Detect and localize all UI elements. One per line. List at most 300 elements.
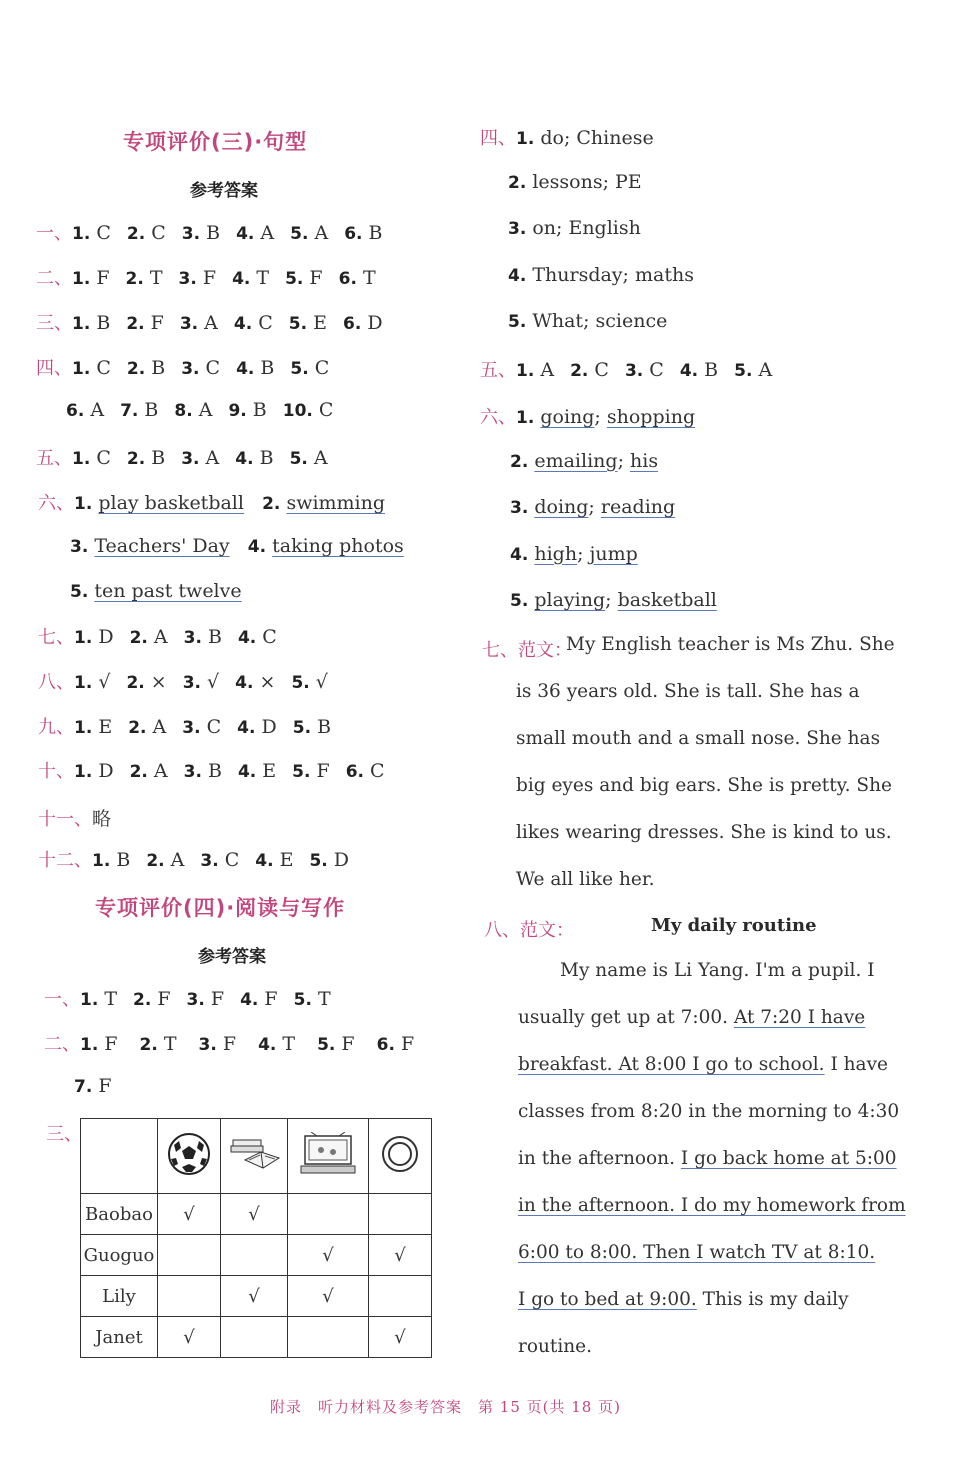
answer-item (126, 267, 163, 289)
answer-item (127, 447, 165, 469)
item-number: 2. (139, 1035, 158, 1055)
answer-row-eleven: 十一、略 (38, 808, 112, 830)
item-number: 1. (74, 762, 93, 782)
answer-item (181, 447, 219, 469)
check-cell: √ (158, 1317, 221, 1358)
item-answer: B (201, 626, 222, 648)
answer-row: 5. playing; basketball (510, 589, 717, 611)
item-number: 3. (510, 498, 529, 518)
item-number: 5. (292, 762, 311, 782)
item-number: 4. (258, 1035, 277, 1055)
item-answer: B (698, 359, 719, 381)
section-number: 六、 (480, 407, 516, 428)
answer-item (140, 1033, 177, 1055)
answer-item (120, 399, 158, 421)
item-answer: B (246, 399, 267, 421)
item-number: 1. (72, 449, 91, 469)
item-answer: C (252, 312, 273, 334)
answer-item (291, 671, 327, 693)
answer-item (146, 849, 184, 871)
item-number: 4. (235, 449, 254, 469)
table-header-row (81, 1119, 432, 1194)
item-number: 4. (255, 851, 274, 871)
answer-item (344, 222, 382, 244)
essay-line: We all like her. (516, 869, 655, 890)
item-number: 5. (293, 990, 312, 1010)
item-answer: T (157, 1033, 177, 1055)
essay-line-6: in the afternoon. I do my homework from (518, 1195, 906, 1216)
item-answer: T (98, 988, 118, 1010)
item-number: 2. (126, 224, 146, 244)
item-answer: T (311, 988, 331, 1010)
answer-item (290, 222, 328, 244)
section-number: 二、 (44, 1034, 80, 1055)
essay-line-9: routine. (518, 1336, 592, 1357)
item-answer: C (90, 357, 111, 379)
answer-item (72, 312, 110, 334)
item-number: 2. (570, 361, 589, 381)
answers-label-2: 参考答案 (198, 947, 266, 967)
student-name: Janet (81, 1317, 158, 1358)
essay-line: My English teacher is Ms Zhu. She (566, 634, 895, 655)
item-answer: F (216, 1033, 237, 1055)
answer-row-six-b: 3. Teachers' Day 4. taking photos (70, 535, 404, 557)
answer-item (258, 1033, 295, 1055)
section-number: 五、 (36, 448, 72, 469)
item-answer: F (98, 1033, 118, 1055)
essay-line-4: classes from 8:20 in the morning to 4:30 (518, 1101, 900, 1122)
item-answer: C (90, 222, 111, 244)
item-number: 5. (508, 312, 527, 332)
item-answer: F (394, 1033, 415, 1055)
item-number: 6. (376, 1035, 395, 1055)
check-cell (369, 1194, 432, 1235)
item-answer: C (312, 399, 334, 421)
item-answer: B (145, 357, 166, 379)
answer-item (72, 267, 110, 289)
item-number: 4. (237, 628, 257, 648)
answer-row (36, 264, 392, 290)
item-number: 4. (508, 265, 527, 286)
item-number: 1. (74, 628, 93, 648)
answer-item (133, 988, 171, 1010)
item-answer: reading (600, 496, 676, 518)
item-answer: C (90, 447, 111, 469)
item-number: 3. (183, 628, 202, 648)
item-answer: playing (534, 589, 606, 611)
item-number: 4. (510, 544, 529, 565)
answer-item (317, 1033, 355, 1055)
item-number: 1. (72, 359, 91, 379)
item-number: 5. (289, 449, 308, 469)
item-answer: C (218, 849, 240, 871)
section-number: 十二、 (38, 850, 92, 871)
item-answer: A (199, 447, 220, 469)
books-icon (221, 1119, 288, 1194)
item-answer: What; science (526, 310, 668, 332)
answer-item (234, 312, 273, 334)
item-answer: high (534, 542, 578, 565)
item-number: 3. (624, 361, 644, 381)
answer-item (80, 988, 117, 1010)
item-number: 5. (317, 1035, 336, 1055)
item-number: 3. (186, 990, 205, 1010)
item-answer: × (144, 671, 167, 693)
answer-item (187, 988, 225, 1010)
table-row (81, 1194, 432, 1235)
item-number: 4. (240, 990, 259, 1010)
answer-item (182, 222, 220, 244)
item-number: 2. (508, 172, 527, 193)
item-answer: A (146, 716, 167, 738)
answer-item (570, 359, 609, 381)
item-answer: A (192, 399, 213, 421)
answer-item (74, 1075, 112, 1097)
answer-item (181, 357, 220, 379)
answer-item (734, 359, 772, 381)
check-cell (221, 1235, 288, 1276)
item-number: 6. (338, 269, 357, 289)
item-answer: × (253, 671, 276, 693)
item-number: 3. (181, 359, 200, 379)
item-answer: E (307, 312, 327, 334)
answer-row (36, 354, 345, 380)
item-number: 2. (129, 762, 148, 782)
answer-item (200, 849, 239, 871)
answer-item (174, 399, 212, 421)
ring-icon (369, 1119, 432, 1194)
answer-item (130, 626, 168, 648)
item-answer: D (255, 716, 277, 738)
section-number: 九、 (38, 717, 74, 738)
item-number: 2. (128, 718, 147, 738)
activity-table (80, 1118, 432, 1358)
item-answer: D (92, 626, 114, 648)
football-icon (158, 1119, 221, 1194)
answer-row: 六、1. going; shopping (480, 406, 696, 428)
item-number: 3. (178, 269, 197, 289)
essay-line-3: breakfast. At 8:00 I go to school. I have (518, 1054, 888, 1075)
item-answer: Thursday; maths (526, 263, 694, 286)
answer-item (238, 760, 276, 782)
answer-item (228, 399, 266, 421)
check-cell: √ (221, 1194, 288, 1235)
essay-line-2: usually get up at 7:00. At 7:20 I have (518, 1007, 866, 1028)
item-answer: C (200, 716, 222, 738)
item-answer: C (308, 357, 330, 379)
answer-item (180, 312, 218, 334)
table-row (81, 1317, 432, 1358)
section-number: 一、 (44, 989, 80, 1010)
answers-label: 参考答案 (190, 181, 258, 201)
item-answer: E (273, 849, 294, 871)
answer-item (236, 357, 274, 379)
answer-item (74, 626, 114, 648)
item-answer: C (199, 357, 221, 379)
item-answer: √ (201, 671, 220, 693)
answer-item (237, 716, 277, 738)
section-number: 四、 (480, 128, 516, 149)
table-body (81, 1194, 432, 1358)
answer-item (72, 447, 111, 469)
item-number: 4. (237, 718, 256, 738)
answer-item (283, 399, 334, 421)
essay-title: My daily routine (651, 915, 817, 936)
item-number: 4. (232, 269, 251, 289)
answer-item (74, 760, 114, 782)
answer-item (183, 671, 219, 693)
answer-row (480, 356, 788, 382)
item-number: 5. (734, 361, 753, 381)
answer-row (38, 757, 401, 783)
item-answer: F (144, 312, 164, 334)
answer-item (339, 267, 376, 289)
item-number: 1. (80, 1035, 99, 1055)
item-number: 1. (80, 990, 99, 1010)
item-answer: D (361, 312, 383, 334)
item-number: 2. (126, 359, 146, 379)
item-answer: F (196, 267, 217, 289)
item-number: 3. (182, 673, 202, 693)
item-number: 3. (200, 851, 219, 871)
eight-label: 八、范文： (484, 920, 574, 941)
item-number: 6. (344, 224, 363, 244)
item-number: 1. (92, 851, 111, 871)
section-number: 十、 (38, 761, 74, 782)
answer-item (72, 357, 111, 379)
item-number: 5. (290, 224, 309, 244)
item-answer: B (90, 312, 111, 334)
answer-item (184, 760, 222, 782)
item-answer: F (204, 988, 225, 1010)
item-number: 6. (345, 762, 364, 782)
answer-row (74, 1075, 128, 1097)
answer-row (508, 217, 641, 239)
item-number: 2. (146, 851, 165, 871)
check-cell (288, 1317, 369, 1358)
answer-row: 4. high; jump (510, 542, 638, 565)
answer-item (293, 716, 331, 738)
item-answer: T (276, 1033, 296, 1055)
item-number: 2. (126, 314, 145, 334)
item-number: 4. (233, 314, 253, 334)
item-number: 4. (236, 359, 255, 379)
section-title-4: 专项评价(四)·阅读与写作 (95, 896, 346, 920)
tv-icon (288, 1119, 369, 1194)
item-number: 3. (183, 762, 202, 782)
answer-row (44, 985, 347, 1011)
item-answer: D (327, 849, 350, 871)
answer-item (625, 359, 664, 381)
check-cell: √ (288, 1276, 369, 1317)
item-number: 5. (285, 269, 304, 289)
section-number: 三、 (36, 313, 72, 334)
section-number: 七、 (38, 627, 74, 648)
student-name: Guoguo (81, 1235, 158, 1276)
check-cell: √ (288, 1235, 369, 1276)
page-footer: 附录 听力材料及参考答案 第 15 页(共 18 页) (270, 1398, 621, 1416)
essay-line: small mouth and a small nose. She has (516, 728, 881, 749)
item-number: 3. (181, 224, 201, 244)
item-answer: B (311, 716, 332, 738)
item-number: 4. (235, 673, 254, 693)
item-number: 5. (292, 718, 312, 738)
check-cell (221, 1317, 288, 1358)
item-number: 4. (237, 762, 257, 782)
item-number: 6. (66, 401, 85, 421)
item-answer: F (90, 267, 110, 289)
answer-item (74, 716, 112, 738)
essay-line-1: My name is Li Yang. I'm a pupil. I (560, 960, 875, 981)
item-answer: B (145, 447, 166, 469)
item-number: 5. (290, 359, 309, 379)
essay-line-8: I go to bed at 9:00. This is my daily (518, 1289, 849, 1310)
item-answer: F (303, 267, 323, 289)
item-answer: D (92, 760, 114, 782)
item-number: 3. (508, 219, 527, 239)
student-name: Baobao (81, 1194, 158, 1235)
item-answer: T (356, 267, 376, 289)
item-answer: C (643, 359, 664, 381)
answer-item (290, 357, 329, 379)
answer-item (232, 267, 269, 289)
check-cell (369, 1276, 432, 1317)
item-number: 5. (288, 314, 308, 334)
answer-item (240, 988, 278, 1010)
section-number: 五、 (480, 360, 516, 381)
seven-label: 七、范文： (482, 640, 572, 661)
item-number: 1. (72, 224, 91, 244)
item-answer: B (254, 357, 275, 379)
item-answer: basketball (617, 589, 717, 611)
answer-row (36, 444, 344, 470)
item-answer: E (256, 760, 277, 782)
item-answer: F (310, 760, 330, 782)
item-number: 1. (516, 361, 535, 381)
item-number: 2. (126, 673, 145, 693)
check-cell (158, 1276, 221, 1317)
section-number: 二、 (36, 268, 72, 289)
item-number: 3. (198, 1035, 217, 1055)
item-answer: his (630, 449, 659, 472)
item-number: 5. (309, 851, 328, 871)
item-answer: C (588, 359, 609, 381)
answer-row (66, 399, 349, 421)
item-answer: F (92, 1075, 112, 1097)
answer-item (179, 267, 217, 289)
item-answer: A (254, 222, 275, 244)
answer-item (309, 849, 349, 871)
answer-item (235, 671, 275, 693)
essay-line: big eyes and big ears. She is pretty. She (516, 775, 892, 796)
answer-row (508, 171, 642, 193)
check-cell: √ (221, 1276, 288, 1317)
item-answer: B (253, 447, 274, 469)
item-answer: A (147, 626, 168, 648)
item-answer: B (201, 760, 222, 782)
item-answer: T (250, 267, 270, 289)
answer-item (294, 988, 331, 1010)
answer-item (74, 671, 110, 693)
answer-item (255, 849, 293, 871)
item-answer: √ (92, 671, 111, 693)
table-row (81, 1235, 432, 1276)
answer-item (66, 399, 104, 421)
item-number: 5. (510, 591, 529, 611)
answer-item (236, 222, 274, 244)
item-answer: A (198, 312, 218, 334)
item-number: 6. (343, 314, 362, 334)
item-number: 3. (182, 718, 201, 738)
essay-line-7: 6:00 to 8:00. Then I watch TV at 8:10. (518, 1242, 876, 1263)
answer-item (126, 671, 166, 693)
answer-item (343, 312, 383, 334)
item-number: 4. (236, 224, 255, 244)
answer-row-six: 六、1. play basketball 2. swimming (38, 492, 386, 514)
item-number: 7. (120, 401, 139, 421)
answer-row (38, 623, 293, 649)
item-answer: B (200, 222, 221, 244)
item-answer: B (362, 222, 383, 244)
answer-item (235, 447, 273, 469)
check-cell (158, 1235, 221, 1276)
item-answer: on; English (526, 217, 641, 239)
answer-item (680, 359, 718, 381)
answer-item (127, 222, 166, 244)
check-cell: √ (369, 1235, 432, 1276)
answer-item (292, 760, 330, 782)
item-answer: A (534, 359, 555, 381)
answer-row-six-c: 5. ten past twelve (70, 580, 242, 602)
answer-row (480, 124, 654, 150)
answer-item (127, 357, 165, 379)
answer-item (92, 849, 130, 871)
answer-row (36, 309, 399, 335)
item-answer: do; Chinese (534, 127, 654, 149)
item-answer: C (256, 626, 277, 648)
item-number: 2. (126, 449, 146, 469)
answer-item (285, 267, 323, 289)
item-number: 9. (228, 401, 247, 421)
answer-item (346, 760, 385, 782)
answer-row: 2. emailing; his (510, 449, 659, 472)
item-number: 2. (129, 628, 148, 648)
answer-item (130, 760, 168, 782)
answer-item (516, 359, 554, 381)
answer-row (38, 668, 344, 694)
section-number: 四、 (36, 358, 72, 379)
answer-item (290, 447, 328, 469)
item-answer: emailing (534, 449, 618, 472)
item-number: 1. (72, 314, 91, 334)
check-cell: √ (369, 1317, 432, 1358)
item-answer: A (308, 222, 329, 244)
item-answer: C (364, 760, 385, 782)
answer-row (508, 264, 694, 286)
item-number: 1. (516, 129, 535, 149)
item-number: 4. (679, 361, 699, 381)
item-answer: going (540, 406, 595, 428)
item-answer: lessons; PE (526, 170, 642, 193)
item-number: 1. (516, 408, 535, 428)
item-answer: F (151, 988, 171, 1010)
item-answer: T (143, 267, 163, 289)
item-number: 2. (125, 269, 144, 289)
answer-item (238, 626, 277, 648)
answer-row: 3. doing; reading (510, 496, 676, 518)
table-corner (81, 1119, 158, 1194)
essay-line: likes wearing dresses. She is kind to us. (516, 822, 892, 843)
